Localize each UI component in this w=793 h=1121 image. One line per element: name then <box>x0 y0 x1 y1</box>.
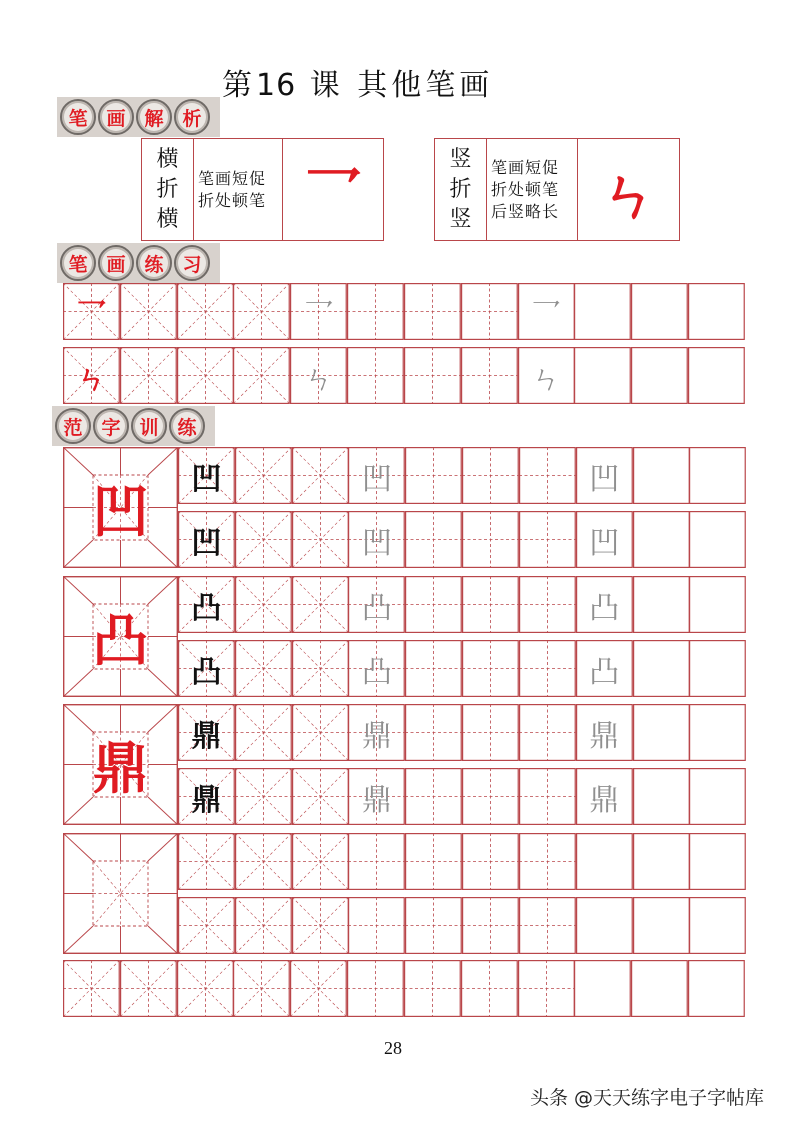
stroke-name <box>435 139 487 240</box>
practice-cell-plain[interactable] <box>576 768 633 825</box>
plain-grid-icon <box>631 960 688 1017</box>
practice-cell-tian[interactable] <box>462 833 519 890</box>
practice-cell-tian[interactable] <box>519 447 576 504</box>
badge: 字 <box>93 408 129 444</box>
badge: 笔 <box>60 99 96 135</box>
stroke-description <box>194 139 283 240</box>
tian-grid-icon <box>519 640 576 697</box>
practice-cell-mi[interactable] <box>292 704 349 761</box>
practice-cell-tian[interactable] <box>348 576 405 633</box>
title-prefix: 第 <box>222 68 256 103</box>
mi-grid-icon <box>292 511 349 568</box>
plain-grid-icon <box>689 897 746 954</box>
tian-grid-icon <box>519 511 576 568</box>
model-character-box <box>63 576 178 697</box>
practice-cell-tian[interactable] <box>348 640 405 697</box>
stroke-table-heng-zhe-heng <box>141 138 384 241</box>
practice-cell-mi[interactable] <box>235 576 292 633</box>
practice-cell-plain[interactable] <box>689 447 746 504</box>
practice-cell-tian[interactable] <box>462 511 519 568</box>
mi-grid-icon <box>290 960 347 1017</box>
tian-grid-icon <box>405 576 462 633</box>
practice-cell-tian[interactable] <box>348 768 405 825</box>
stroke-description <box>487 139 578 240</box>
practice-cell-mi[interactable] <box>235 640 292 697</box>
mi-grid-icon <box>235 576 292 633</box>
practice-cell-tian[interactable] <box>405 768 462 825</box>
model-character: ㄣ <box>303 361 334 397</box>
practice-cell-mi[interactable] <box>292 833 349 890</box>
practice-cell-mi[interactable] <box>120 347 177 404</box>
practice-cell-mi[interactable] <box>63 960 120 1017</box>
plain-grid-icon <box>633 704 690 761</box>
practice-cell-tian[interactable] <box>461 960 518 1017</box>
practice-cell-plain[interactable] <box>574 283 631 340</box>
section-header-stroke-analysis <box>57 97 220 137</box>
practice-cell-tian[interactable] <box>462 447 519 504</box>
mi-grid-icon <box>120 283 177 340</box>
practice-cell-tian[interactable] <box>462 768 519 825</box>
mi-grid-icon <box>235 704 292 761</box>
character-practice-row <box>178 704 746 761</box>
stroke-name-char: 竖 <box>449 206 472 232</box>
model-character-large: 凸 <box>92 608 149 674</box>
tian-grid-icon <box>519 447 576 504</box>
badge: 练 <box>169 408 205 444</box>
model-character: 凹 <box>589 461 620 497</box>
practice-cell-plain[interactable] <box>689 704 746 761</box>
practice-cell-tian[interactable] <box>404 347 461 404</box>
practice-cell-tian[interactable] <box>348 704 405 761</box>
practice-cell-tian[interactable] <box>290 283 347 340</box>
tian-grid-icon <box>519 576 576 633</box>
practice-cell-tian[interactable] <box>405 447 462 504</box>
stroke-name-char: 折 <box>156 176 179 202</box>
practice-cell-tian[interactable] <box>347 347 404 404</box>
model-character: 凸 <box>589 590 620 626</box>
model-character-box <box>63 704 178 825</box>
character-practice-row <box>178 511 746 568</box>
tian-grid-icon <box>519 768 576 825</box>
tian-grid-icon <box>462 768 519 825</box>
badge: 训 <box>131 408 167 444</box>
mi-grid-icon <box>292 768 349 825</box>
plain-grid-icon <box>633 511 690 568</box>
tian-grid-icon <box>519 897 576 954</box>
practice-cell-plain[interactable] <box>631 960 688 1017</box>
tian-grid-icon <box>461 960 518 1017</box>
practice-cell-plain[interactable] <box>689 640 746 697</box>
tian-grid-icon <box>348 833 405 890</box>
tian-grid-icon <box>404 283 461 340</box>
practice-cell-tian[interactable] <box>461 283 518 340</box>
practice-cell-tian[interactable] <box>462 897 519 954</box>
desc-line: 笔画短促 <box>198 168 267 188</box>
model-character-large: 凹 <box>92 479 149 545</box>
mi-grid-icon <box>233 283 290 340</box>
tian-grid-icon <box>462 897 519 954</box>
practice-cell-mi[interactable] <box>233 960 290 1017</box>
stroke-name <box>142 139 194 240</box>
plain-grid-icon <box>689 704 746 761</box>
practice-cell-mi[interactable] <box>178 576 235 633</box>
stroke-glyph: ㄣ <box>599 160 658 229</box>
stroke-name-char: 横 <box>156 146 179 172</box>
tian-grid-icon <box>405 511 462 568</box>
practice-cell-mi[interactable] <box>292 511 349 568</box>
title-text: 课 其他笔画 <box>309 68 494 103</box>
model-character: 鼎 <box>361 782 392 818</box>
desc-line: 后竖略长 <box>491 201 560 221</box>
desc-line: 折处顿笔 <box>198 190 267 210</box>
badge: 画 <box>98 99 134 135</box>
practice-cell-mi[interactable] <box>292 640 349 697</box>
mi-grid-icon <box>235 768 292 825</box>
practice-cell-mi[interactable] <box>235 704 292 761</box>
tian-grid-icon <box>462 576 519 633</box>
practice-cell-tian[interactable] <box>405 897 462 954</box>
practice-cell-tian[interactable] <box>347 283 404 340</box>
plain-grid-icon <box>688 283 745 340</box>
mi-grid-icon <box>292 897 349 954</box>
practice-cell-tian[interactable] <box>519 576 576 633</box>
plain-grid-icon <box>689 576 746 633</box>
practice-cell-tian[interactable] <box>405 833 462 890</box>
tian-grid-icon <box>462 833 519 890</box>
plain-grid-icon <box>633 640 690 697</box>
practice-cell-tian[interactable] <box>405 704 462 761</box>
mi-grid-icon <box>178 833 235 890</box>
model-character: 凸 <box>589 654 620 690</box>
practice-cell-plain[interactable] <box>633 704 690 761</box>
practice-cell-plain[interactable] <box>688 347 745 404</box>
practice-cell-tian[interactable] <box>405 640 462 697</box>
mi-grid-icon <box>235 511 292 568</box>
practice-row-blank <box>63 960 745 1017</box>
model-character: 鼎 <box>589 718 620 754</box>
practice-cell-plain[interactable] <box>689 768 746 825</box>
practice-cell-tian[interactable] <box>462 704 519 761</box>
model-character: 鼎 <box>191 718 222 754</box>
character-practice-row <box>178 640 746 697</box>
practice-cell-tian[interactable] <box>518 960 575 1017</box>
mi-grid-icon <box>178 897 235 954</box>
plain-grid-icon <box>689 768 746 825</box>
hui-mi-grid-icon <box>63 833 178 954</box>
badge: 析 <box>174 99 210 135</box>
stroke-name-char: 折 <box>449 176 472 202</box>
tian-grid-icon <box>519 704 576 761</box>
practice-cell-tian[interactable] <box>348 833 405 890</box>
tian-grid-icon <box>404 347 461 404</box>
stroke-glyph: 乛 <box>303 160 362 229</box>
section-header-stroke-practice <box>57 243 220 283</box>
practice-cell-tian[interactable] <box>519 897 576 954</box>
tian-grid-icon <box>347 283 404 340</box>
practice-cell-tian[interactable] <box>519 640 576 697</box>
practice-cell-mi[interactable] <box>292 447 349 504</box>
character-practice-row <box>178 576 746 633</box>
plain-grid-icon <box>576 833 633 890</box>
plain-grid-icon <box>633 897 690 954</box>
tian-grid-icon <box>405 704 462 761</box>
practice-cell-plain[interactable] <box>574 347 631 404</box>
practice-cell-plain[interactable] <box>518 283 575 340</box>
practice-cell-tian[interactable] <box>462 640 519 697</box>
practice-cell-tian[interactable] <box>348 511 405 568</box>
badge: 画 <box>98 245 134 281</box>
practice-cell-mi[interactable] <box>292 576 349 633</box>
model-character: 凹 <box>361 525 392 561</box>
plain-grid-icon <box>574 283 631 340</box>
plain-grid-icon <box>633 768 690 825</box>
tian-grid-icon <box>405 768 462 825</box>
tian-grid-icon <box>405 640 462 697</box>
model-character: 凸 <box>361 590 392 626</box>
practice-cell-tian[interactable] <box>405 576 462 633</box>
model-character: 凹 <box>361 461 392 497</box>
practice-cell-plain[interactable] <box>576 897 633 954</box>
practice-cell-plain[interactable] <box>688 960 745 1017</box>
practice-cell-mi[interactable] <box>178 447 235 504</box>
tian-grid-icon <box>348 897 405 954</box>
model-character: 鼎 <box>589 782 620 818</box>
practice-cell-plain[interactable] <box>574 960 631 1017</box>
practice-cell-tian[interactable] <box>405 511 462 568</box>
practice-cell-plain[interactable] <box>633 640 690 697</box>
practice-cell-mi[interactable] <box>235 833 292 890</box>
plain-grid-icon <box>688 347 745 404</box>
mi-grid-icon <box>235 447 292 504</box>
plain-grid-icon <box>574 960 631 1017</box>
stroke-table-shu-zhe-shu <box>434 138 680 241</box>
practice-cell-mi[interactable] <box>177 960 234 1017</box>
tian-grid-icon <box>462 511 519 568</box>
practice-cell-tian[interactable] <box>519 768 576 825</box>
model-character: ㄣ <box>76 361 107 397</box>
model-character: 凹 <box>589 525 620 561</box>
mi-grid-icon <box>233 347 290 404</box>
practice-cell-mi[interactable] <box>178 704 235 761</box>
practice-cell-plain[interactable] <box>688 283 745 340</box>
tian-grid-icon <box>405 897 462 954</box>
practice-cell-mi[interactable] <box>178 897 235 954</box>
mi-grid-icon <box>177 347 234 404</box>
practice-cell-plain[interactable] <box>633 897 690 954</box>
mi-grid-icon <box>120 347 177 404</box>
plain-grid-icon <box>688 960 745 1017</box>
practice-cell-tian[interactable] <box>461 347 518 404</box>
plain-grid-icon <box>631 347 688 404</box>
practice-cell-mi[interactable] <box>178 768 235 825</box>
section-header-char-practice <box>52 406 215 446</box>
tian-grid-icon <box>404 960 461 1017</box>
mi-grid-icon <box>235 833 292 890</box>
practice-cell-mi[interactable] <box>178 833 235 890</box>
stroke-name-char: 竖 <box>449 146 472 172</box>
practice-cell-mi[interactable] <box>120 283 177 340</box>
mi-grid-icon <box>292 833 349 890</box>
practice-cell-mi[interactable] <box>233 283 290 340</box>
practice-cell-mi[interactable] <box>63 283 120 340</box>
plain-grid-icon <box>689 640 746 697</box>
tian-grid-icon <box>461 283 518 340</box>
practice-cell-mi[interactable] <box>120 960 177 1017</box>
practice-cell-tian[interactable] <box>519 833 576 890</box>
practice-cell-tian[interactable] <box>462 576 519 633</box>
practice-cell-tian[interactable] <box>519 511 576 568</box>
model-character: 凹 <box>191 461 222 497</box>
practice-cell-plain[interactable] <box>576 576 633 633</box>
practice-cell-tian[interactable] <box>290 347 347 404</box>
mi-grid-icon <box>292 640 349 697</box>
desc-line: 折处顿笔 <box>491 179 560 199</box>
mi-grid-icon <box>120 960 177 1017</box>
desc-line: 笔画短促 <box>491 157 560 177</box>
practice-cell-mi[interactable] <box>178 640 235 697</box>
tian-grid-icon <box>405 447 462 504</box>
practice-cell-plain[interactable] <box>518 347 575 404</box>
badge: 练 <box>136 245 172 281</box>
practice-cell-mi[interactable] <box>235 897 292 954</box>
practice-cell-plain[interactable] <box>633 511 690 568</box>
character-practice-row <box>178 768 746 825</box>
plain-grid-icon <box>689 511 746 568</box>
page-title <box>222 60 493 104</box>
practice-cell-plain[interactable] <box>576 833 633 890</box>
practice-cell-plain[interactable] <box>633 768 690 825</box>
tian-grid-icon <box>462 704 519 761</box>
practice-cell-mi[interactable] <box>235 447 292 504</box>
plain-grid-icon <box>574 347 631 404</box>
model-character-box <box>63 447 178 568</box>
practice-cell-plain[interactable] <box>689 833 746 890</box>
practice-cell-plain[interactable] <box>576 640 633 697</box>
tian-grid-icon <box>462 447 519 504</box>
badge: 范 <box>55 408 91 444</box>
practice-cell-plain[interactable] <box>689 576 746 633</box>
tian-grid-icon <box>519 833 576 890</box>
tian-grid-icon <box>405 833 462 890</box>
badge: 解 <box>136 99 172 135</box>
mi-grid-icon <box>177 960 234 1017</box>
mi-grid-icon <box>235 897 292 954</box>
stroke-practice-row <box>63 283 745 340</box>
practice-cell-mi[interactable] <box>235 511 292 568</box>
model-character: 鼎 <box>191 782 222 818</box>
model-character: 乛 <box>531 297 562 333</box>
model-character: 乛 <box>303 297 334 333</box>
mi-grid-icon <box>292 704 349 761</box>
practice-cell-plain[interactable] <box>689 897 746 954</box>
practice-cell-tian[interactable] <box>348 897 405 954</box>
practice-cell-mi[interactable] <box>233 347 290 404</box>
practice-cell-plain[interactable] <box>633 576 690 633</box>
practice-cell-mi[interactable] <box>290 960 347 1017</box>
practice-cell-mi[interactable] <box>292 897 349 954</box>
practice-cell-mi[interactable] <box>235 768 292 825</box>
badge: 笔 <box>60 245 96 281</box>
model-character: 凸 <box>191 590 222 626</box>
model-character: 凸 <box>191 654 222 690</box>
plain-grid-icon <box>689 833 746 890</box>
tian-grid-icon <box>518 960 575 1017</box>
practice-cell-tian[interactable] <box>404 283 461 340</box>
mi-grid-icon <box>235 640 292 697</box>
plain-grid-icon <box>633 833 690 890</box>
character-practice-row <box>178 897 746 954</box>
practice-cell-plain[interactable] <box>633 447 690 504</box>
model-character-box <box>63 833 178 954</box>
practice-cell-plain[interactable] <box>576 511 633 568</box>
practice-cell-mi[interactable] <box>178 511 235 568</box>
practice-cell-plain[interactable] <box>576 704 633 761</box>
character-practice-row <box>178 447 746 504</box>
practice-cell-plain[interactable] <box>689 511 746 568</box>
practice-cell-plain[interactable] <box>576 447 633 504</box>
plain-grid-icon <box>689 447 746 504</box>
model-character: 乛 <box>76 297 107 333</box>
practice-cell-tian[interactable] <box>404 960 461 1017</box>
model-character: 鼎 <box>361 718 392 754</box>
mi-grid-icon <box>233 960 290 1017</box>
character-practice-row <box>178 833 746 890</box>
plain-grid-icon <box>633 447 690 504</box>
stroke-practice-row <box>63 347 745 404</box>
practice-cell-plain[interactable] <box>631 283 688 340</box>
practice-cell-tian[interactable] <box>347 960 404 1017</box>
mi-grid-icon <box>177 283 234 340</box>
tian-grid-icon <box>347 347 404 404</box>
practice-cell-tian[interactable] <box>348 447 405 504</box>
practice-cell-mi[interactable] <box>177 347 234 404</box>
mi-grid-icon <box>292 576 349 633</box>
practice-cell-plain[interactable] <box>631 347 688 404</box>
plain-grid-icon <box>576 897 633 954</box>
model-character: 凹 <box>191 525 222 561</box>
model-character: 凸 <box>361 654 392 690</box>
tian-grid-icon <box>461 347 518 404</box>
plain-grid-icon <box>631 283 688 340</box>
practice-cell-plain[interactable] <box>633 833 690 890</box>
page-number: 28 <box>384 1038 402 1058</box>
lesson-number: 16 <box>256 68 297 103</box>
mi-grid-icon <box>292 447 349 504</box>
mi-grid-icon <box>63 960 120 1017</box>
practice-cell-mi[interactable] <box>63 347 120 404</box>
model-character-large: 鼎 <box>92 736 149 802</box>
tian-grid-icon <box>347 960 404 1017</box>
model-character: ㄣ <box>531 361 562 397</box>
practice-cell-mi[interactable] <box>177 283 234 340</box>
stroke-name-char: 横 <box>156 206 179 232</box>
practice-cell-mi[interactable] <box>292 768 349 825</box>
plain-grid-icon <box>633 576 690 633</box>
watermark: 头条 @天天练字电子字帖库 <box>530 1087 765 1109</box>
practice-cell-tian[interactable] <box>519 704 576 761</box>
badge: 习 <box>174 245 210 281</box>
tian-grid-icon <box>462 640 519 697</box>
